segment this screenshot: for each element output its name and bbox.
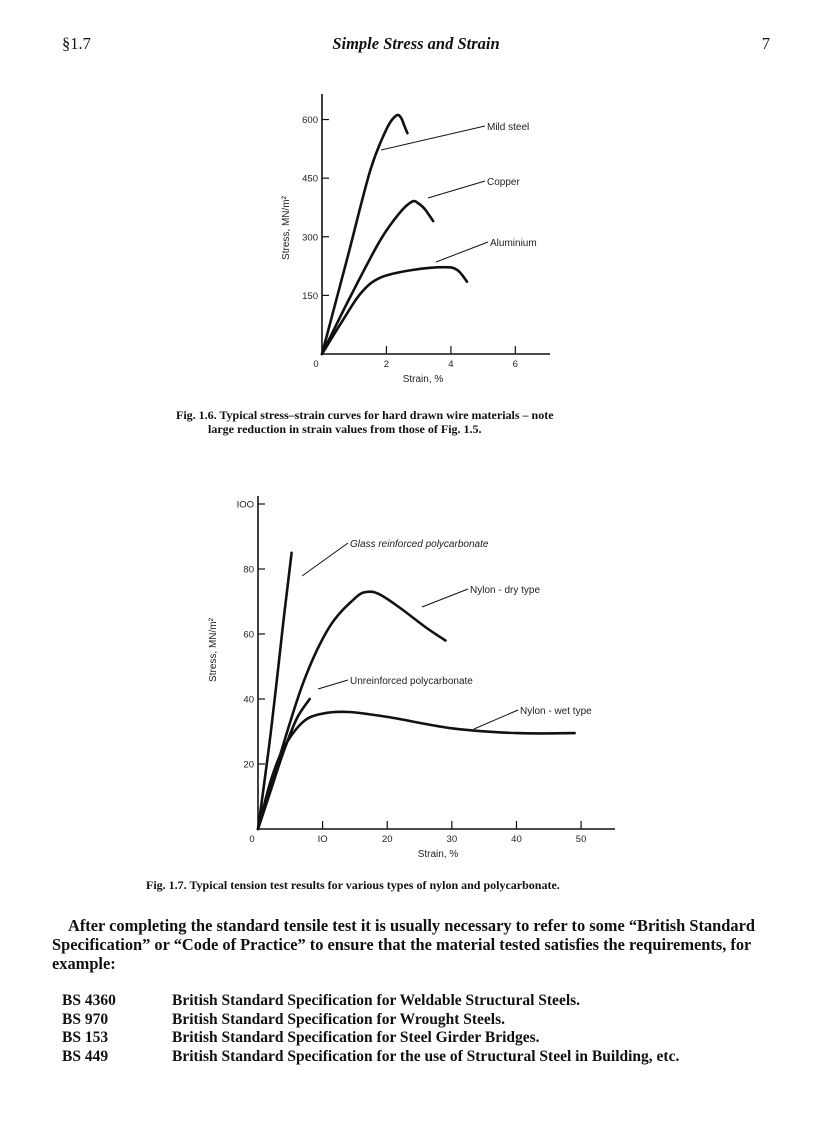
fig17-x-tick-label: 20 [381, 834, 393, 845]
fig16-label-copper: Copper [487, 177, 520, 188]
fig17-leader-unreinforced-polycarbonate [318, 680, 348, 689]
fig16-y-tick-label: 150 [302, 290, 318, 302]
fig16-label-mild-steel: Mild steel [487, 122, 530, 133]
fig17-series-nylon-dry-type [258, 592, 445, 829]
fig16-x-axis-label: Strain, % [402, 374, 444, 385]
fig16-series-mild-steel [322, 115, 407, 354]
fig16-label-aluminium: Aluminium [490, 238, 537, 249]
fig17-y-tick-label: 60 [243, 629, 254, 641]
fig17-label-nylon-wet-type: Nylon - wet type [520, 706, 592, 717]
fig16-leader-copper [428, 181, 485, 198]
fig16-y-tick-label: 450 [302, 173, 318, 185]
bs-list-item [62, 1029, 782, 1048]
fig17-x-tick-label: IO [317, 834, 328, 845]
fig16-x-tick-label: 2 [383, 359, 390, 370]
fig17-label-unreinforced-polycarbonate: Unreinforced polycarbonate [350, 676, 473, 687]
fig17-x-tick-label: 30 [446, 834, 458, 845]
bs-desc: British Standard Specification for Steel Girder Bridges. [172, 1029, 540, 1046]
fig16-x-tick-label: 4 [448, 359, 454, 370]
fig17-y-axis-label: Stress, MN/m² [208, 618, 219, 682]
bs-code: BS 449 [62, 1047, 109, 1065]
fig17-x-tick-label: 40 [511, 834, 522, 845]
fig17-origin-label: 0 [249, 834, 255, 845]
bs-list-item [62, 1048, 782, 1067]
fig16-y-tick-label: 600 [302, 115, 318, 127]
bs-list-item [62, 992, 782, 1011]
fig-1-7-caption: Fig. 1.7. Typical tension test results for various types of nylon and polycarbonate. [146, 878, 560, 892]
fig17-y-tick-label: IOO [236, 499, 254, 511]
fig17-y-tick-label: 20 [243, 759, 254, 771]
fig-1-6-caption [176, 408, 696, 436]
body-paragraph: After completing the standard tensile test it is usually necessary to refer to some “British Standard Specification” or “Code of Practice” to ensure that the material tested satisfies the requirements, for example: [52, 916, 755, 973]
fig-1-7-chart [0, 486, 816, 872]
bs-list [62, 992, 782, 1066]
fig16-y-axis-label: Stress, MN/m² [281, 196, 292, 260]
fig17-leader-nylon-wet-type [474, 710, 518, 729]
fig17-x-axis-label: Strain, % [417, 849, 459, 860]
fig17-y-tick-label: 80 [243, 564, 254, 576]
fig17-series-nylon-wet-type [258, 712, 575, 829]
fig16-leader-mild-steel [381, 126, 485, 150]
bs-desc: British Standard Specification for the use of Structural Steel in Building, etc. [172, 1047, 680, 1065]
fig-1-6-caption-line2: large reduction in strain values from those of Fig. 1.5. [208, 422, 482, 436]
fig16-origin-label: 0 [313, 359, 319, 370]
page-number: 7 [761, 34, 770, 53]
fig17-series-glass-reinforced-polycarbonate [258, 553, 292, 829]
fig16-leader-aluminium [436, 242, 488, 262]
fig17-leader-nylon-dry-type [422, 589, 468, 607]
fig17-label-glass-reinforced-polycarbonate: Glass reinforced polycarbonate [350, 539, 489, 550]
fig17-label-nylon-dry-type: Nylon - dry type [470, 585, 541, 596]
fig-1-6-chart [0, 80, 816, 395]
bs-list-item [62, 1011, 782, 1030]
fig17-x-tick-label: 50 [575, 834, 587, 845]
fig16-x-tick-label: 6 [512, 359, 518, 370]
fig-1-6-caption-line1: Fig. 1.6. Typical stress–strain curves for hard drawn wire materials – note [176, 408, 554, 422]
fig17-y-tick-label: 40 [243, 694, 254, 706]
bs-desc: British Standard Specification for Weldable Structural Steels. [172, 992, 581, 1009]
fig17-leader-glass-reinforced-polycarbonate [302, 543, 348, 576]
bs-code: BS 970 [62, 1010, 109, 1028]
bs-code: BS 153 [62, 1029, 109, 1046]
bs-code: BS 4360 [62, 992, 116, 1009]
fig16-y-tick-label: 300 [302, 232, 318, 244]
section-number: §1.7 [62, 34, 91, 53]
bs-desc: British Standard Specification for Wrought Steels. [172, 1010, 505, 1028]
page-header [62, 34, 770, 58]
running-title: Simple Stress and Strain [332, 34, 500, 53]
